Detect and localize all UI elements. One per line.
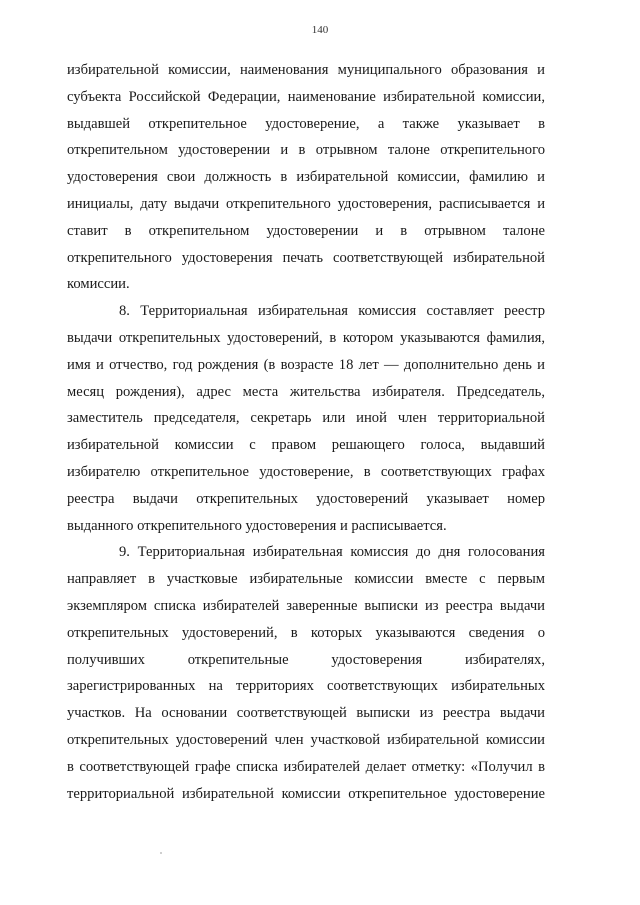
text-line: комиссии. bbox=[67, 276, 130, 293]
text-line: ставит в открепительном удостоверении и в отрывном талоне bbox=[67, 222, 545, 239]
text-line: в соответствующей графе списка избирателей делает отметку: «Получил в bbox=[67, 758, 545, 775]
paragraph-8 bbox=[67, 298, 545, 539]
text-line: 8. Территориальная избирательная комиссия составляет реестр bbox=[119, 303, 545, 320]
text-line: удостоверения свои должность в избирательной комиссии, фамилию и bbox=[67, 169, 545, 186]
paragraph-continuation bbox=[67, 57, 545, 298]
text-line: избирательной комиссии, наименования муниципального образования и bbox=[67, 62, 545, 78]
text-line: реестра выдачи открепительных удостоверений указывает номер bbox=[67, 490, 545, 507]
text-line: территориальной избирательной комиссии открепительное удостоверение bbox=[67, 785, 545, 802]
text-line: получивших открепительные удостоверения избирателях, bbox=[67, 651, 545, 668]
text-line: избирательной комиссии с правом решающего голоса, выдавший bbox=[67, 437, 545, 454]
text-line: субъекта Российской Федерации, наименование избирательной комиссии, bbox=[67, 88, 545, 105]
text-line: выданного открепительного удостоверения и расписывается. bbox=[67, 517, 447, 534]
text-line: открепительного удостоверения печать соответствующей избирательной bbox=[67, 249, 545, 266]
text-line: 9. Территориальная избирательная комиссия до дня голосования bbox=[119, 544, 545, 561]
text-line: участков. На основании соответствующей выписки из реестра выдачи bbox=[67, 705, 545, 722]
text-line: экземпляром списка избирателей заверенные выписки из реестра выдачи bbox=[67, 597, 545, 614]
paragraph-9 bbox=[67, 539, 545, 807]
scan-speck bbox=[160, 852, 162, 854]
document-body bbox=[67, 57, 545, 807]
text-line: открепительных удостоверений, в которых указываются сведения о bbox=[67, 624, 545, 641]
text-line: месяц рождения), адрес места жительства избирателя. Председатель, bbox=[67, 383, 545, 400]
text-line: заместитель председателя, секретарь или иной член территориальной bbox=[67, 410, 545, 427]
text-line: направляет в участковые избирательные комиссии вместе с первым bbox=[67, 571, 545, 588]
text-line: выдачи открепительных удостоверений, в котором указываются фамилия, bbox=[67, 329, 545, 346]
text-line: инициалы, дату выдачи открепительного удостоверения, расписывается и bbox=[67, 195, 545, 212]
text-line: избирателю открепительное удостоверение, в соответствующих графах bbox=[67, 463, 545, 480]
text-line: открепительных удостоверений член участковой избирательной комиссии bbox=[67, 731, 545, 748]
page-number: 140 bbox=[311, 24, 329, 36]
text-line: открепительном удостоверении и в отрывном талоне открепительного bbox=[67, 142, 545, 159]
text-line: зарегистрированных на территориях соответствующих избирательных bbox=[67, 678, 545, 695]
text-line: имя и отчество, год рождения (в возрасте 18 лет — дополнительно день и bbox=[67, 356, 545, 373]
text-line: выдавшей открепительное удостоверение, а также указывает в bbox=[67, 115, 545, 132]
